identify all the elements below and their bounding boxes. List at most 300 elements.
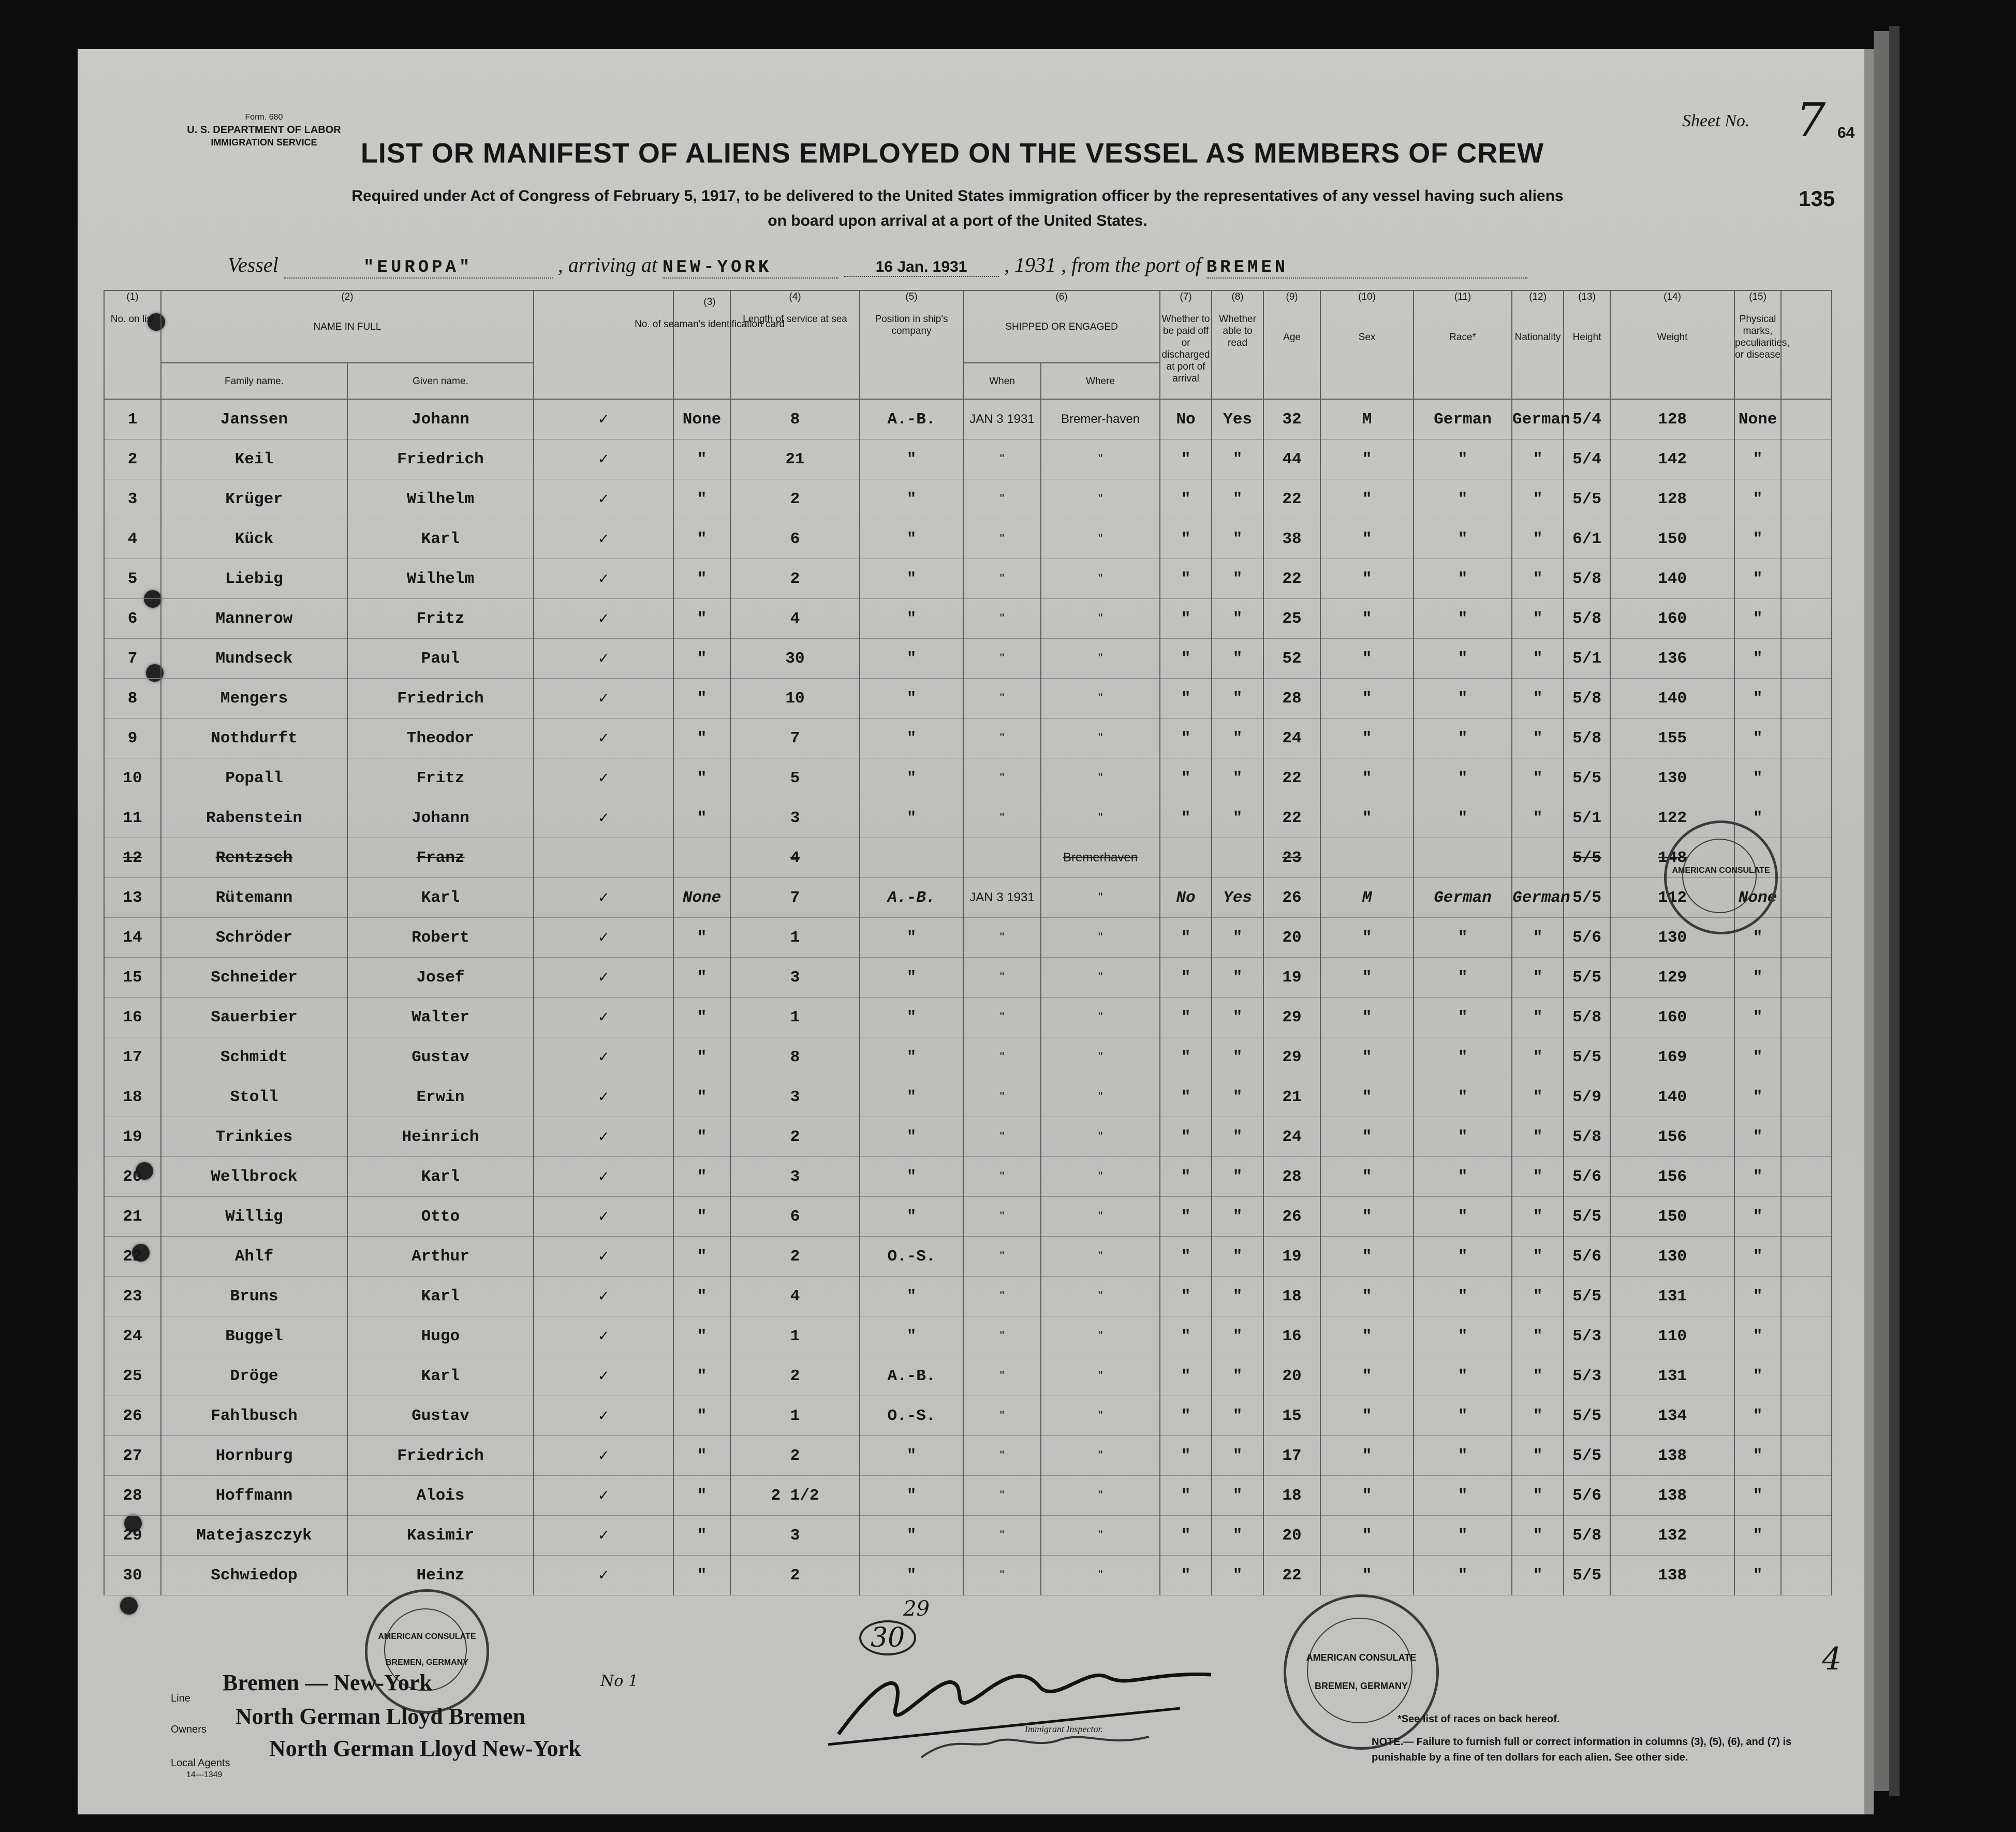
service-length: 8	[730, 1037, 860, 1077]
age: 22	[1263, 559, 1320, 599]
age: 20	[1263, 1516, 1320, 1556]
able-to-read: "	[1212, 1077, 1263, 1117]
given-name: Gustav	[347, 1396, 534, 1436]
height: 5/5	[1564, 1436, 1610, 1476]
blank-cell	[1781, 958, 1832, 998]
shipped-when: "	[963, 958, 1041, 998]
sheet-number: 7	[1796, 93, 1826, 148]
shipped-where: "	[1041, 1157, 1160, 1197]
check-mark: ✓	[534, 1197, 673, 1237]
able-to-read: "	[1212, 998, 1263, 1037]
shipped-when: "	[963, 1396, 1041, 1436]
sex: "	[1320, 1117, 1414, 1157]
shipped-where: "	[1041, 1277, 1160, 1316]
physical-marks: "	[1734, 798, 1781, 838]
sex: "	[1320, 798, 1414, 838]
nationality: "	[1512, 1516, 1564, 1556]
nationality: "	[1512, 1476, 1564, 1516]
physical-marks: "	[1734, 599, 1781, 639]
table-row	[104, 1157, 1832, 1197]
given-name: Karl	[347, 1277, 534, 1316]
subtitle-line-1: Required under Act of Congress of February 5, 1917, to be delivered to the United States immigration officer by the representatives of any vessel having such aliens	[351, 187, 1564, 204]
height: 5/8	[1564, 559, 1610, 599]
family-name: Schröder	[161, 918, 347, 958]
height: 5/6	[1564, 1157, 1610, 1197]
row-number: 13	[104, 878, 161, 918]
position: O.-S.	[860, 1237, 963, 1277]
physical-marks: "	[1734, 1436, 1781, 1476]
height: 5/5	[1564, 1277, 1610, 1316]
table-row	[104, 958, 1832, 998]
weight: 156	[1610, 1157, 1734, 1197]
races-note: *See list of races on back hereof.	[1397, 1713, 1560, 1725]
race: "	[1414, 798, 1512, 838]
blank-cell	[1781, 758, 1832, 798]
check-mark: ✓	[534, 798, 673, 838]
nationality: "	[1512, 1316, 1564, 1356]
check-mark: ✓	[534, 1436, 673, 1476]
race: "	[1414, 639, 1512, 679]
check-mark: ✓	[534, 1117, 673, 1157]
given-name: Gustav	[347, 1037, 534, 1077]
service-length: 8	[730, 399, 860, 439]
service-length: 3	[730, 958, 860, 998]
physical-marks: "	[1734, 1476, 1781, 1516]
position: "	[860, 798, 963, 838]
row-number: 21	[104, 1197, 161, 1237]
table-row	[104, 599, 1832, 639]
sex: "	[1320, 1077, 1414, 1117]
col-header-family: Family name.	[161, 363, 347, 399]
col-header-service: (4) Length of service at sea	[730, 290, 860, 399]
line-value: Bremen — New-York	[223, 1670, 432, 1695]
manifest-subtitle	[259, 184, 1656, 233]
service-length: 2 1/2	[730, 1476, 860, 1516]
weight: 160	[1610, 599, 1734, 639]
row-number: 9	[104, 719, 161, 758]
sex: "	[1320, 958, 1414, 998]
id-card: "	[673, 679, 730, 719]
race: "	[1414, 1037, 1512, 1077]
shipped-where: "	[1041, 439, 1160, 479]
physical-marks: "	[1734, 958, 1781, 998]
physical-marks: None	[1734, 878, 1781, 918]
position: "	[860, 1197, 963, 1237]
shipped-when: "	[963, 439, 1041, 479]
given-name: Wilhelm	[347, 559, 534, 599]
age: 26	[1263, 878, 1320, 918]
race: "	[1414, 1396, 1512, 1436]
physical-marks: "	[1734, 1277, 1781, 1316]
id-card: "	[673, 1197, 730, 1237]
able-to-read: "	[1212, 1556, 1263, 1595]
sex: "	[1320, 1436, 1414, 1476]
able-to-read: "	[1212, 639, 1263, 679]
paid-off: "	[1160, 719, 1212, 758]
weight: 140	[1610, 559, 1734, 599]
physical-marks: "	[1734, 479, 1781, 519]
id-card: "	[673, 1037, 730, 1077]
physical-marks: "	[1734, 1396, 1781, 1436]
row-number: 28	[104, 1476, 161, 1516]
arrival-port: NEW-YORK	[663, 258, 838, 279]
family-name: Schmidt	[161, 1037, 347, 1077]
shipped-when: "	[963, 1197, 1041, 1237]
id-card	[673, 838, 730, 878]
paid-off: "	[1160, 519, 1212, 559]
shipped-where: Bremerhaven	[1041, 838, 1160, 878]
paid-off: "	[1160, 599, 1212, 639]
family-name: Schneider	[161, 958, 347, 998]
weight: 134	[1610, 1396, 1734, 1436]
given-name: Paul	[347, 639, 534, 679]
given-name: Alois	[347, 1476, 534, 1516]
id-card: "	[673, 1476, 730, 1516]
family-name: Ahlf	[161, 1237, 347, 1277]
check-mark: ✓	[534, 679, 673, 719]
id-card: "	[673, 519, 730, 559]
check-mark: ✓	[534, 519, 673, 559]
nationality: "	[1512, 1396, 1564, 1436]
row-number: 12	[104, 838, 161, 878]
able-to-read: Yes	[1212, 399, 1263, 439]
row-number: 30	[104, 1556, 161, 1595]
check-mark: ✓	[534, 1556, 673, 1595]
family-name: Hornburg	[161, 1436, 347, 1476]
sex: "	[1320, 479, 1414, 519]
able-to-read: "	[1212, 439, 1263, 479]
shipped-where: "	[1041, 1077, 1160, 1117]
service-length: 30	[730, 639, 860, 679]
nationality: "	[1512, 639, 1564, 679]
shipped-where: "	[1041, 1476, 1160, 1516]
shipped-where: "	[1041, 1117, 1160, 1157]
service-length: 6	[730, 519, 860, 559]
position: "	[860, 1037, 963, 1077]
col-header-where: Where	[1041, 363, 1160, 399]
table-row	[104, 1077, 1832, 1117]
race: "	[1414, 479, 1512, 519]
age: 32	[1263, 399, 1320, 439]
blank-cell	[1781, 519, 1832, 559]
age: 38	[1263, 519, 1320, 559]
sex: "	[1320, 1476, 1414, 1516]
position: A.-B.	[860, 1356, 963, 1396]
age: 22	[1263, 1556, 1320, 1595]
family-name: Wellbrock	[161, 1157, 347, 1197]
given-name: Walter	[347, 998, 534, 1037]
height: 5/4	[1564, 399, 1610, 439]
sex: "	[1320, 1277, 1414, 1316]
id-card: "	[673, 918, 730, 958]
nationality: German	[1512, 399, 1564, 439]
row-number: 10	[104, 758, 161, 798]
sex: "	[1320, 758, 1414, 798]
service-length: 3	[730, 1077, 860, 1117]
service-length: 4	[730, 1277, 860, 1316]
able-to-read: "	[1212, 479, 1263, 519]
physical-marks: "	[1734, 519, 1781, 559]
form-number: Form. 680	[245, 113, 283, 122]
nationality: "	[1512, 1436, 1564, 1476]
given-name: Franz	[347, 838, 534, 878]
paid-off: "	[1160, 1396, 1212, 1436]
shipped-when: "	[963, 1476, 1041, 1516]
owners-value: North German Lloyd Bremen	[236, 1704, 526, 1729]
blank-cell	[1781, 639, 1832, 679]
shipped-when: "	[963, 918, 1041, 958]
check-mark: ✓	[534, 998, 673, 1037]
sheet-label: Sheet No.	[1682, 111, 1750, 130]
shipped-when: JAN 3 1931	[963, 399, 1041, 439]
position	[860, 838, 963, 878]
weight: 148	[1610, 838, 1734, 878]
shipped-where: "	[1041, 958, 1160, 998]
blank-cell	[1781, 479, 1832, 519]
check-mark: ✓	[534, 719, 673, 758]
height: 5/6	[1564, 918, 1610, 958]
nationality: "	[1512, 1037, 1564, 1077]
able-to-read: "	[1212, 1356, 1263, 1396]
paid-off: "	[1160, 1356, 1212, 1396]
nationality: "	[1512, 918, 1564, 958]
height: 5/5	[1564, 838, 1610, 878]
nationality: "	[1512, 758, 1564, 798]
able-to-read: "	[1212, 1436, 1263, 1476]
position: "	[860, 599, 963, 639]
id-card: "	[673, 1117, 730, 1157]
paid-off: "	[1160, 1556, 1212, 1595]
family-name: Liebig	[161, 559, 347, 599]
shipped-where: "	[1041, 758, 1160, 798]
shipped-where: "	[1041, 559, 1160, 599]
check-mark: ✓	[534, 479, 673, 519]
weight: 112	[1610, 878, 1734, 918]
blank-cell	[1781, 1197, 1832, 1237]
age: 17	[1263, 1436, 1320, 1476]
id-card: "	[673, 599, 730, 639]
weight: 138	[1610, 1556, 1734, 1595]
family-name: Buggel	[161, 1316, 347, 1356]
given-name: Friedrich	[347, 679, 534, 719]
row-number: 15	[104, 958, 161, 998]
height: 5/9	[1564, 1077, 1610, 1117]
sex: "	[1320, 679, 1414, 719]
shipped-when: JAN 3 1931	[963, 878, 1041, 918]
table-row	[104, 559, 1832, 599]
position: "	[860, 758, 963, 798]
race: "	[1414, 1157, 1512, 1197]
age: 23	[1263, 838, 1320, 878]
age: 19	[1263, 958, 1320, 998]
position: "	[860, 1077, 963, 1117]
vessel-name: "EUROPA"	[284, 258, 553, 279]
shipped-when: "	[963, 1157, 1041, 1197]
height: 5/6	[1564, 1476, 1610, 1516]
nationality: "	[1512, 1277, 1564, 1316]
col-header-marks: (15) Physical marks, peculiarities, or disease	[1734, 290, 1781, 399]
nationality: "	[1512, 439, 1564, 479]
family-name: Hoffmann	[161, 1476, 347, 1516]
owners-label: Owners	[171, 1724, 207, 1735]
sex: "	[1320, 1157, 1414, 1197]
height: 5/5	[1564, 958, 1610, 998]
physical-marks: "	[1734, 1037, 1781, 1077]
age: 20	[1263, 918, 1320, 958]
row-number: 3	[104, 479, 161, 519]
age: 22	[1263, 798, 1320, 838]
height: 5/8	[1564, 599, 1610, 639]
height: 5/6	[1564, 1237, 1610, 1277]
shipped-when: "	[963, 1436, 1041, 1476]
table-row	[104, 1316, 1832, 1356]
paid-off: "	[1160, 1237, 1212, 1277]
service-length: 1	[730, 918, 860, 958]
table-row	[104, 679, 1832, 719]
table-row	[104, 798, 1832, 838]
weight: 136	[1610, 639, 1734, 679]
col-header-nationality: (12) Nationality	[1512, 290, 1564, 399]
row-number: 24	[104, 1316, 161, 1356]
given-name: Karl	[347, 519, 534, 559]
shipped-where: "	[1041, 1396, 1160, 1436]
age: 25	[1263, 599, 1320, 639]
weight: 130	[1610, 1237, 1734, 1277]
family-name: Rabenstein	[161, 798, 347, 838]
table-row	[104, 1476, 1832, 1516]
position: "	[860, 1516, 963, 1556]
departure-port: BREMEN	[1206, 258, 1527, 279]
nationality: German	[1512, 878, 1564, 918]
race: "	[1414, 1077, 1512, 1117]
blank-cell	[1781, 1396, 1832, 1436]
paid-off: "	[1160, 559, 1212, 599]
family-name: Schwiedop	[161, 1556, 347, 1595]
check-mark: ✓	[534, 1316, 673, 1356]
nationality: "	[1512, 1556, 1564, 1595]
check-mark: ✓	[534, 1356, 673, 1396]
physical-marks: "	[1734, 1157, 1781, 1197]
family-name: Popall	[161, 758, 347, 798]
paid-off: "	[1160, 918, 1212, 958]
family-name: Krüger	[161, 479, 347, 519]
able-to-read: "	[1212, 559, 1263, 599]
arriving-label: , arriving at	[557, 253, 657, 276]
line-number: No 1	[600, 1672, 638, 1690]
nationality: "	[1512, 1237, 1564, 1277]
able-to-read: "	[1212, 519, 1263, 559]
height: 5/8	[1564, 1516, 1610, 1556]
able-to-read: "	[1212, 599, 1263, 639]
blank-cell	[1781, 1157, 1832, 1197]
physical-marks: "	[1734, 1077, 1781, 1117]
given-name: Arthur	[347, 1237, 534, 1277]
paid-off: "	[1160, 1516, 1212, 1556]
weight: 156	[1610, 1117, 1734, 1157]
col-header-shipped: (6) SHIPPED OR ENGAGED	[963, 290, 1160, 363]
family-name: Mengers	[161, 679, 347, 719]
col-header-paid-off: (7) Whether to be paid off or discharged at port of arrival	[1160, 290, 1212, 399]
service-length: 4	[730, 838, 860, 878]
position: "	[860, 1476, 963, 1516]
id-card: "	[673, 479, 730, 519]
col-header-id-card-text: (3) No. of seaman's identification card	[635, 297, 785, 330]
arrival-year: 1931	[1014, 253, 1056, 276]
physical-marks: "	[1734, 639, 1781, 679]
blank-cell	[1781, 1077, 1832, 1117]
check-mark: ✓	[534, 878, 673, 918]
able-to-read: "	[1212, 1157, 1263, 1197]
height: 5/3	[1564, 1356, 1610, 1396]
paid-off: "	[1160, 1277, 1212, 1316]
height: 5/3	[1564, 1316, 1610, 1356]
weight: 150	[1610, 1197, 1734, 1237]
position: "	[860, 719, 963, 758]
position: "	[860, 1316, 963, 1356]
race: "	[1414, 1556, 1512, 1595]
nationality: "	[1512, 1077, 1564, 1117]
blank-cell	[1781, 1277, 1832, 1316]
age: 15	[1263, 1396, 1320, 1436]
blank-cell	[1781, 1117, 1832, 1157]
age: 18	[1263, 1476, 1320, 1516]
height: 5/5	[1564, 1396, 1610, 1436]
physical-marks: "	[1734, 758, 1781, 798]
race: "	[1414, 439, 1512, 479]
service-length: 6	[730, 1197, 860, 1237]
race	[1414, 838, 1512, 878]
service-length: 7	[730, 878, 860, 918]
weight: 132	[1610, 1516, 1734, 1556]
service-length: 1	[730, 1316, 860, 1356]
id-card: "	[673, 1077, 730, 1117]
blank-cell	[1781, 918, 1832, 958]
table-row	[104, 1556, 1832, 1595]
shipped-when: "	[963, 1037, 1041, 1077]
age: 21	[1263, 1077, 1320, 1117]
nationality: "	[1512, 679, 1564, 719]
vessel-label: Vessel	[228, 253, 278, 276]
blank-cell	[1781, 559, 1832, 599]
given-name: Kasimir	[347, 1516, 534, 1556]
position: "	[860, 639, 963, 679]
weight: 169	[1610, 1037, 1734, 1077]
family-name: Keil	[161, 439, 347, 479]
height: 5/8	[1564, 719, 1610, 758]
table-row	[104, 399, 1832, 439]
nationality: "	[1512, 479, 1564, 519]
row-number: 18	[104, 1077, 161, 1117]
physical-marks: "	[1734, 1197, 1781, 1237]
shipped-when: "	[963, 1516, 1041, 1556]
sex: "	[1320, 998, 1414, 1037]
given-name: Johann	[347, 798, 534, 838]
family-name: Janssen	[161, 399, 347, 439]
physical-marks: "	[1734, 719, 1781, 758]
col-header-height: (13) Height	[1564, 290, 1610, 399]
family-name: Bruns	[161, 1277, 347, 1316]
physical-marks: "	[1734, 998, 1781, 1037]
shipped-where: "	[1041, 519, 1160, 559]
race: "	[1414, 519, 1512, 559]
blank-cell	[1781, 1436, 1832, 1476]
family-name: Dröge	[161, 1356, 347, 1396]
row-number: 22	[104, 1237, 161, 1277]
table-row	[104, 439, 1832, 479]
race: "	[1414, 1117, 1512, 1157]
given-name: Johann	[347, 399, 534, 439]
race: "	[1414, 998, 1512, 1037]
